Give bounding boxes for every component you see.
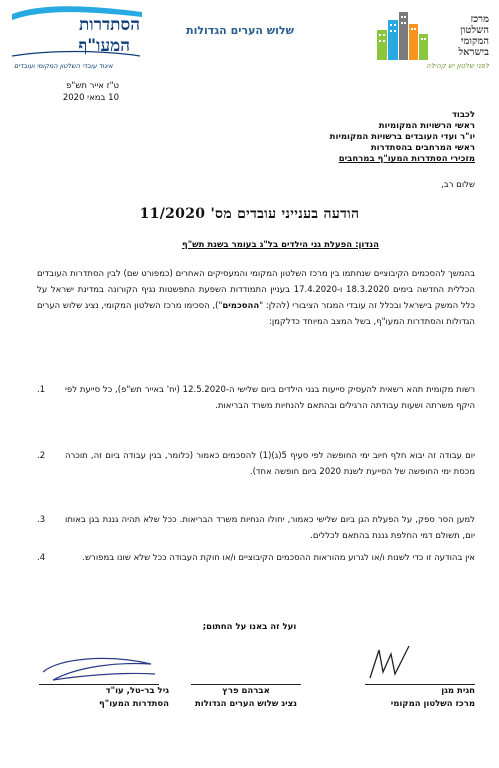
signature-line xyxy=(39,684,159,685)
greeting: שלום רב, xyxy=(441,180,475,190)
logo-text-line: השלטון xyxy=(460,25,489,36)
signatory-name: חגית מגן xyxy=(441,686,475,696)
signature-line xyxy=(191,684,301,685)
logo-slogan: לפני שלטון יש קהילה xyxy=(426,62,489,70)
signatory-role: מרכז השלטון המקומי xyxy=(390,699,475,709)
signature-block xyxy=(325,656,475,716)
address-line: יו"ר ועדי העובדים ברשויות המקומיות xyxy=(329,132,475,142)
list-item xyxy=(37,382,475,414)
address-line: ראשי המרחבים בהסתדרות xyxy=(370,143,475,153)
item-number: 1. xyxy=(37,385,46,395)
handwritten-signature-icon xyxy=(365,644,425,684)
address-line: מזכירי הסתדרות המעו"ף במרחבים xyxy=(338,154,475,164)
signatory-role: נציג שלוש הערים הגדולות xyxy=(195,699,297,709)
three-big-cities-title: שלוש הערים הגדולות xyxy=(186,24,294,37)
logo-text-line: הסתדרות xyxy=(78,15,140,35)
item-number: 3. xyxy=(37,515,46,525)
item-text: יום עבודה זה יבוא חלף חיוב ימי החופשה לפי סעיף 5(ג)(1) להסכמים כאמור (כלומר, בגין עבודה ביום זה, תוכרה מכסת ימי החופשה של הסייעת לשנת 2020 ביום חופשה אחד). xyxy=(65,451,476,477)
buildings-icon xyxy=(375,8,435,64)
item-text: אין בהודעה זו כדי לשנות ו/או לגרוע מהוראות ההסכמים הקיבוציים ו/או חוקת העבודה ככל שלא שונו במפורש. xyxy=(82,553,475,563)
maof-federation-logo xyxy=(10,6,144,72)
letterhead xyxy=(0,6,499,76)
signature-line xyxy=(365,684,475,685)
logo-slogan: איגוד עובדי השלטון המקומי ועובדים xyxy=(14,62,113,70)
logo-text-line: המעו"ף xyxy=(78,36,130,56)
logo-text-line: בישראל xyxy=(458,47,489,58)
signature-block xyxy=(19,656,169,716)
intro-text: בהמשך להסכמים הקיבוציים שנחתמו בין מרכז השלטון המקומי והמעסיקים האחרים (כמפורט שם) לבין הסתדרות העובדים הכללית החדשה בימים 18.3.2020 ו-17.4.2020 בעניין התמודדות השפעת התפשטות נגיף הקורונה במדינת ישראל על כלל המשק בישראל ובכלל זה עובדי המגזר הציבורי (להלן: " xyxy=(37,269,475,311)
handwritten-signature-icon xyxy=(39,650,159,686)
list-item xyxy=(37,512,475,544)
intro-text: "), הסכימו מרכז השלטון המקומי, נציג שלוש הערים הגדולות והסתדרות המעו"ף, בשל המצב המיוחד כדלקמן: xyxy=(37,301,475,327)
signatory-name: אברהם פרץ xyxy=(222,686,270,696)
hebrew-date: ט"ז אייר תש"פ xyxy=(66,81,119,91)
list-item xyxy=(37,550,475,566)
item-number: 4. xyxy=(37,553,46,563)
gregorian-date: 10 במאי 2020 xyxy=(62,93,119,103)
intro-paragraph xyxy=(37,266,475,330)
logo-text-line: מרכז xyxy=(470,14,489,25)
list-item xyxy=(37,448,475,480)
local-government-center-logo xyxy=(375,8,493,74)
item-text: רשות מקומית תהא רשאית להעסיק סייעות בגני הילדים ביום שלישי ה-12.5.2020 (יח' באייר תש"פ), כל סייעת לפי היקף משרתה ושעות עבודתה הרגילים ובהתאם להנחיות משרד הבריאות. xyxy=(65,385,476,411)
logo-text-line: המקומי xyxy=(460,36,489,47)
subject-line: הנדון: הפעלת גני הילדים בל"ג בעומר בשנת תש"ף xyxy=(181,240,379,250)
item-number: 2. xyxy=(37,451,46,461)
signatory-role: הסתדרות המעו"ף xyxy=(99,699,169,709)
recipients-block xyxy=(330,110,475,165)
signatory-name: גיל בר-טל, עו"ד xyxy=(105,686,169,696)
signoff: ועל זה באנו על החתום; xyxy=(202,622,297,632)
address-line: ראשי הרשויות המקומיות xyxy=(378,121,475,131)
item-text: למען הסר ספק, על הפעלת הגן ביום שלישי כאמור, יחולו הנחיות משרד הבריאות. ככל שלא תהיה גננת בגן באותו יום, תשולם דמי החלפת גננת בהתאם לכללים. xyxy=(65,515,475,541)
address-line: לכבוד xyxy=(451,110,475,120)
letter-date xyxy=(19,80,119,104)
signature-block xyxy=(171,656,321,716)
notice-title: הודעה בענייני עובדים מס' 11/2020 xyxy=(139,206,360,222)
intro-bold-term: ההסכמים xyxy=(222,301,260,311)
